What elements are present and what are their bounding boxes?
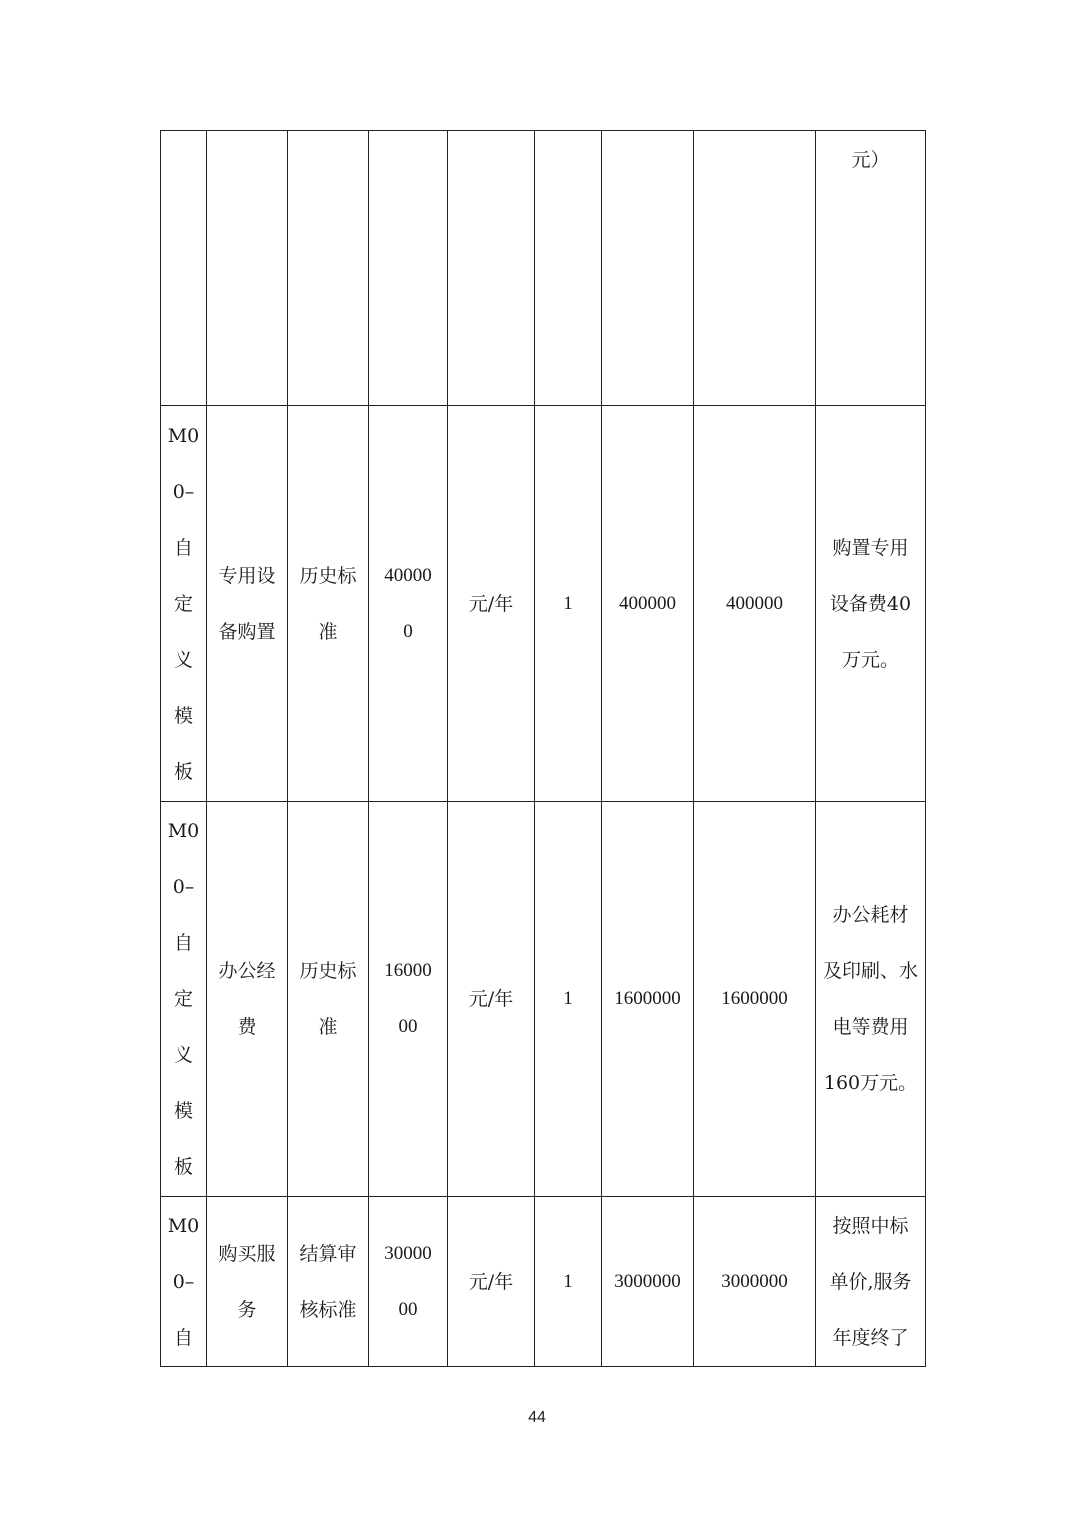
item-name-line: 购买服 [218,1242,276,1265]
note-line: 电等费用 [832,1016,909,1038]
quantity-cell [535,131,602,406]
item-name-cell [207,131,288,406]
item-name-cell [207,802,288,1197]
total-cell [694,802,816,1197]
note-line: 元） [851,149,890,171]
item-code-line: 定 [173,988,193,1010]
quantity-cell [535,1197,602,1367]
item-code-line: 模 [173,1100,193,1122]
note-line: 单价,服务 [829,1270,912,1293]
note-line: 购置专用 [832,536,909,559]
total-cell [694,1197,816,1367]
amount-line: 3000000 [614,1270,681,1292]
note-line: 160万元。 [823,1072,918,1094]
amount-line: 1600000 [614,988,681,1009]
amount-cell [602,406,694,802]
note-cell [816,131,926,406]
item-code-line: M0 [167,1214,200,1237]
amount-cell [602,802,694,1197]
table-row [161,406,926,802]
item-code-line: 义 [173,648,193,671]
item-code-line: 自 [173,536,193,559]
basis-line: 历史标 [299,564,357,587]
budget-table [160,130,926,1367]
item-name-cell [207,1197,288,1367]
item-name-cell [207,406,288,802]
item-code-line: 自 [173,932,193,954]
note-cell [816,406,926,802]
item-code-cell [161,406,207,802]
item-name-line: 备购置 [218,620,276,643]
note-line: 万元。 [841,648,899,671]
unit-cell [448,406,535,802]
basis-cell [288,802,369,1197]
standard-line: 30000 [384,1242,432,1264]
table-row [161,802,926,1197]
item-code-line: 自 [173,1326,193,1349]
item-name-line: 费 [237,1016,257,1038]
unit-cell [448,131,535,406]
quantity-line: 1 [563,1270,573,1292]
note-line: 按照中标 [832,1214,909,1237]
item-code-cell [161,1197,207,1367]
total-cell [694,406,816,802]
item-code-line: M0 [167,820,200,842]
note-line: 及印刷、水 [822,960,918,982]
item-code-line: 模 [173,704,193,727]
total-line: 1600000 [721,988,788,1009]
unit-cell [448,802,535,1197]
total-cell [694,131,816,406]
item-code-line: 0– [172,876,195,898]
quantity-line: 1 [563,988,573,1009]
item-code-line: 定 [173,592,193,615]
unit-line: 元/年 [468,988,514,1010]
item-name-line: 办公经 [218,960,276,982]
item-code-cell [161,131,207,406]
unit-cell [448,1197,535,1367]
basis-line: 核标准 [299,1298,357,1321]
standard-line: 16000 [384,960,432,981]
basis-line: 准 [318,1016,338,1038]
standard-cell [369,131,448,406]
note-line: 办公耗材 [832,904,909,926]
table-row [161,131,926,406]
standard-cell [369,802,448,1197]
basis-cell [288,131,369,406]
basis-line: 结算审 [299,1242,357,1265]
standard-cell [369,406,448,802]
note-line: 设备费40 [829,592,912,615]
item-code-cell [161,802,207,1197]
item-code-line: 0– [172,480,195,503]
amount-cell [602,1197,694,1367]
item-name-line: 务 [237,1298,257,1321]
standard-line: 00 [398,1298,418,1320]
page-number: 44 [528,1409,546,1426]
standard-line: 0 [403,620,413,642]
amount-line: 400000 [619,592,676,614]
unit-line: 元/年 [468,592,514,615]
table-body [161,131,926,1367]
quantity-cell [535,802,602,1197]
total-line: 3000000 [721,1270,788,1292]
table-row [161,1197,926,1367]
standard-cell [369,1197,448,1367]
note-cell [816,802,926,1197]
total-line: 400000 [726,592,783,614]
note-cell [816,1197,926,1367]
note-line: 年度终了 [832,1326,909,1349]
basis-cell [288,406,369,802]
item-code-line: M0 [167,424,200,447]
item-code-line: 0– [172,1270,195,1293]
standard-line: 00 [398,1016,418,1037]
unit-line: 元/年 [468,1270,514,1293]
item-code-line: 板 [173,1156,193,1178]
standard-line: 40000 [384,564,432,586]
quantity-line: 1 [563,592,573,614]
basis-line: 历史标 [299,960,357,982]
item-name-line: 专用设 [218,564,276,587]
amount-cell [602,131,694,406]
basis-cell [288,1197,369,1367]
basis-line: 准 [318,620,338,643]
quantity-cell [535,406,602,802]
item-code-line: 板 [173,760,193,783]
item-code-line: 义 [173,1044,193,1066]
